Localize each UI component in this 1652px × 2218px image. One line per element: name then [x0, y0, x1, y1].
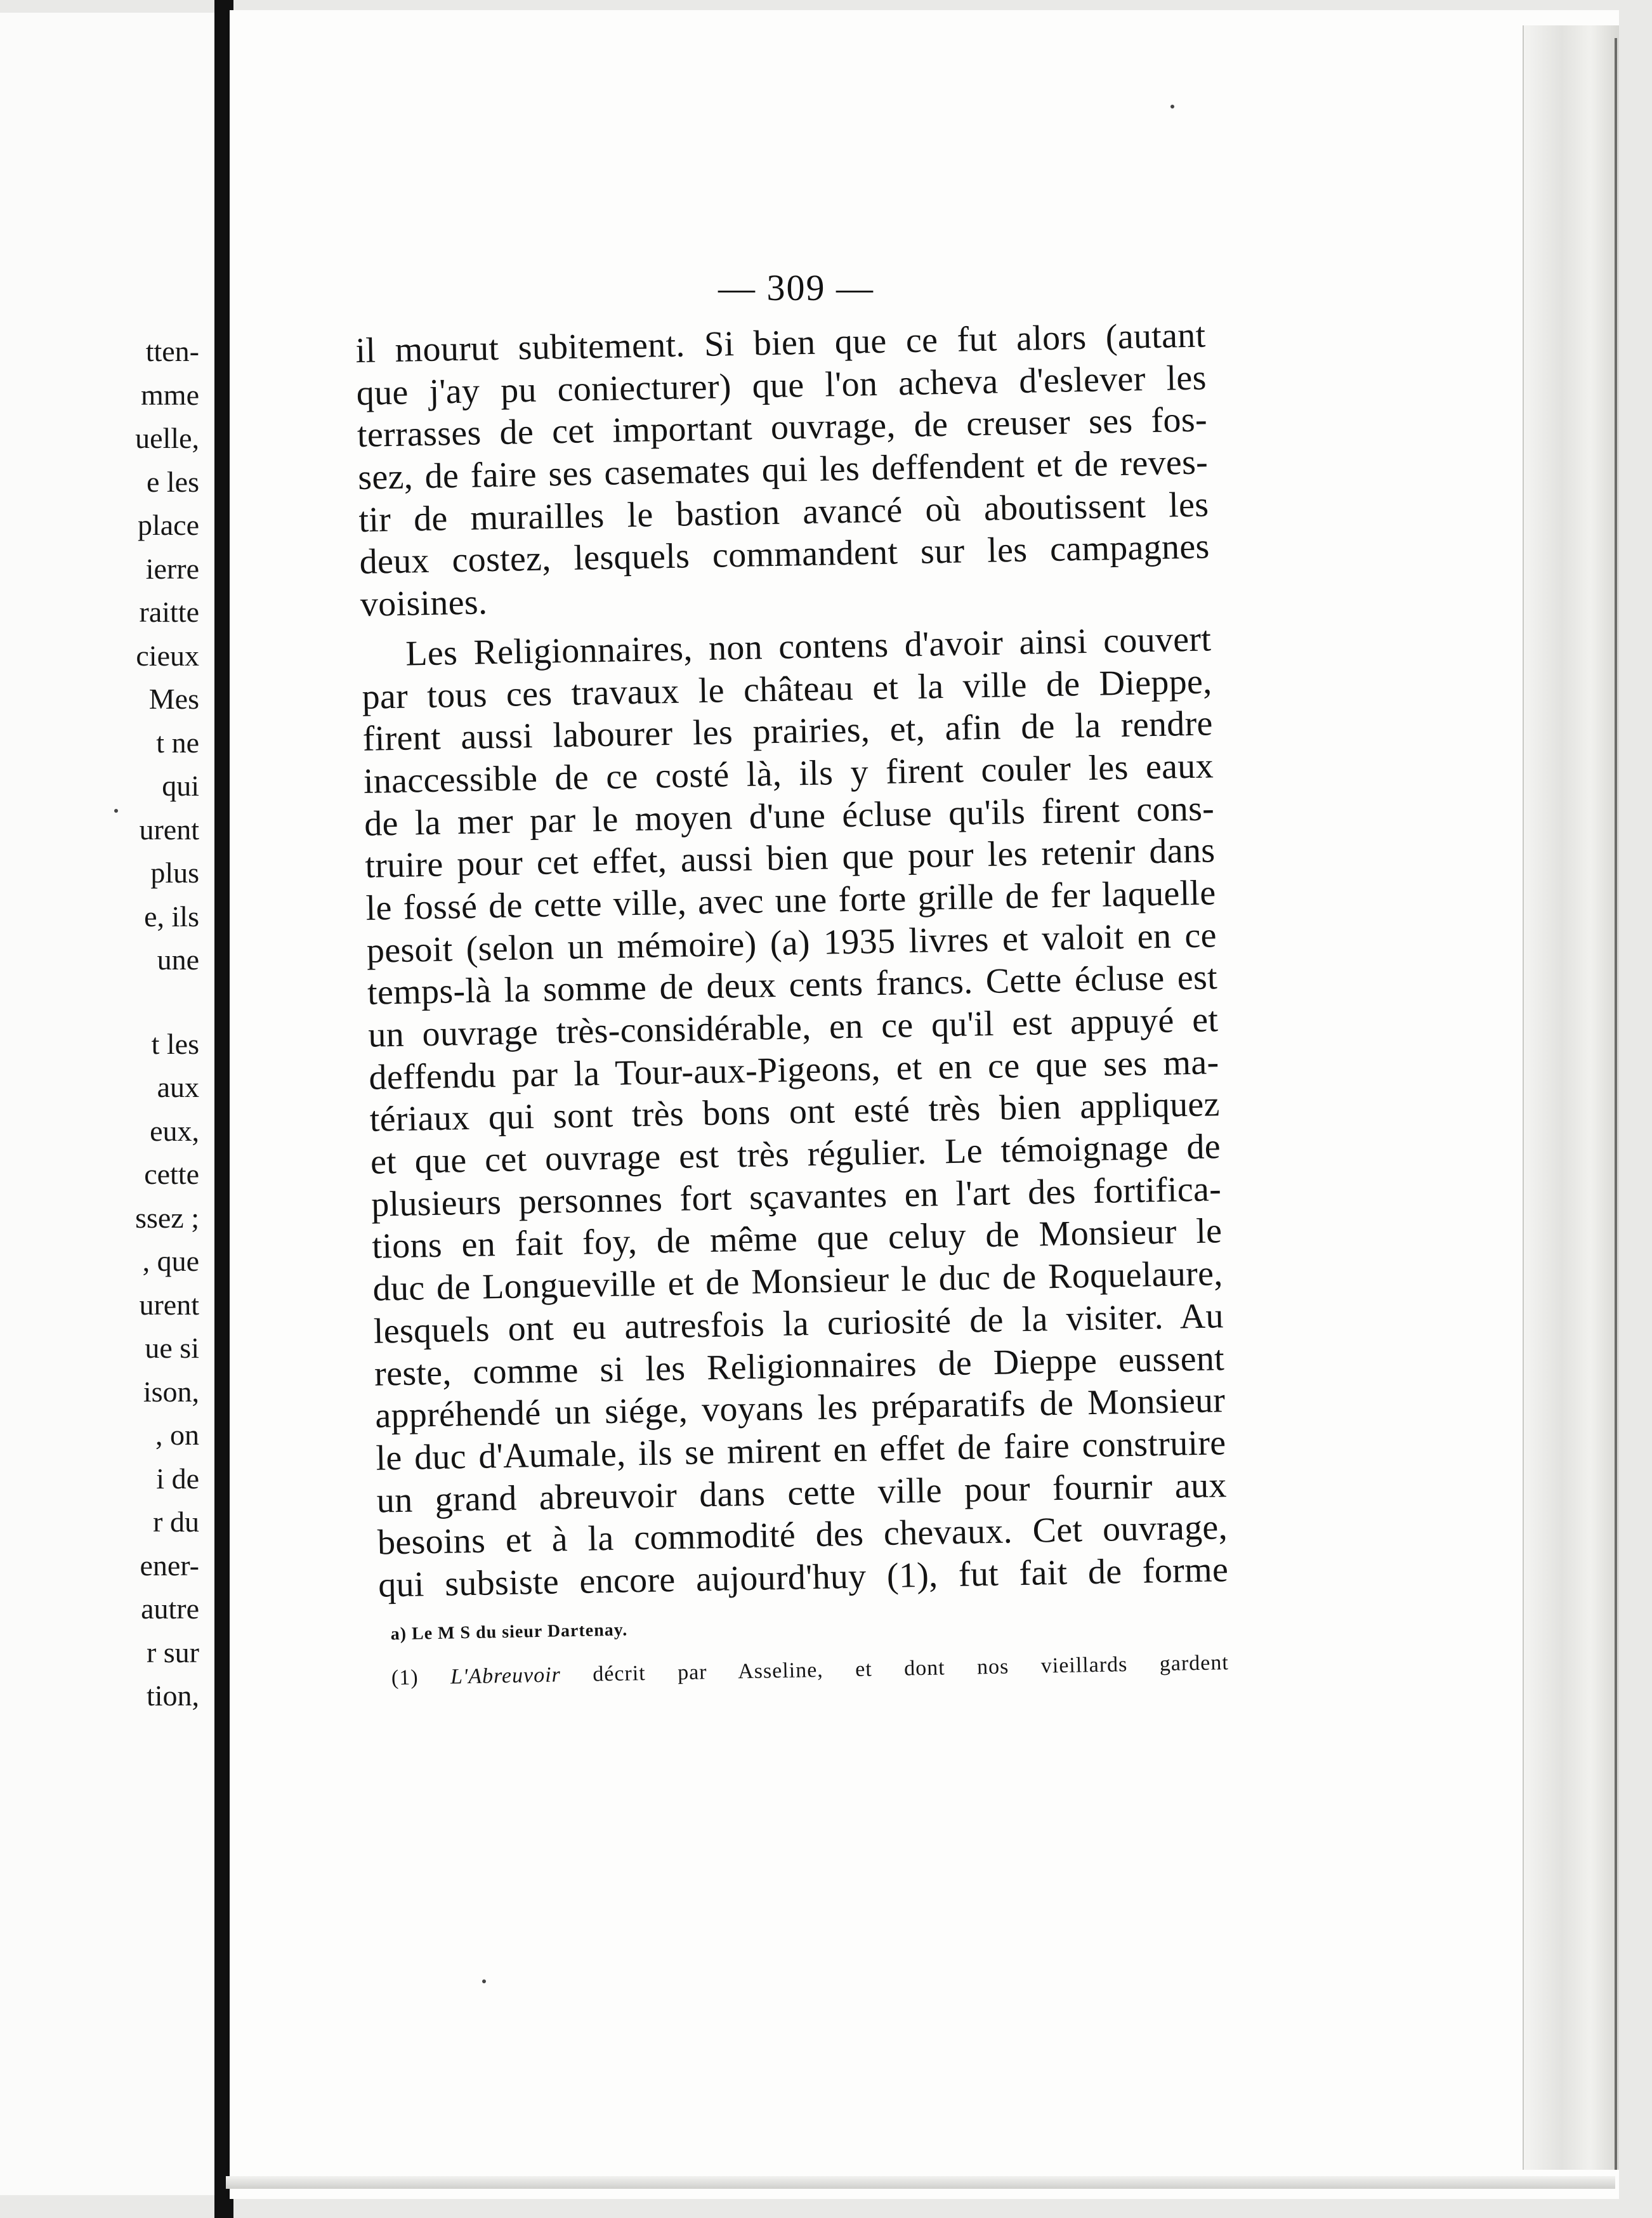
left-page-fragment: e, ils	[144, 900, 199, 933]
text-line: pesoit (selon un mémoire) (a) 1935 livres et valoit en ce	[366, 915, 1217, 971]
footnote-a: a) Le M S du sieur Dartenay.	[390, 1620, 628, 1644]
text-line: terrasses de cet important ouvrage, de creuser ses fos-	[357, 400, 1208, 456]
left-page-fragment: ierre	[145, 552, 199, 585]
text-line: temps-là la somme de deux cents francs. Cette écluse est	[367, 957, 1218, 1013]
text-line: truire pour cet effet, aussi bien que pour les retenir dans	[364, 830, 1216, 886]
text-line: par tous ces travaux le château et la ville de Dieppe,	[362, 661, 1212, 717]
footnote-1-title: L'Abreuvoir	[450, 1663, 561, 1689]
paper-speck	[1170, 105, 1174, 108]
left-page-fragment: t ne	[156, 726, 199, 759]
left-page-fragment: urent	[139, 813, 199, 846]
left-page-fragment: ssez ;	[135, 1201, 199, 1234]
text-line: appréhendé un siége, voyans les préparatifs de Monsieur	[374, 1381, 1226, 1436]
text-line: un grand abreuvoir dans cette ville pour fournir aux	[376, 1465, 1228, 1521]
left-page-fragment: ener-	[140, 1549, 199, 1582]
left-page-fragment: ison,	[143, 1375, 199, 1408]
text-line: voisines.	[360, 582, 488, 625]
page-edge-line	[1615, 38, 1617, 2170]
text-line: et que cet ouvrage est très régulier. Le témoignage de	[370, 1127, 1221, 1182]
left-page-fragment: place	[137, 509, 199, 541]
left-page-fragment: Mes	[148, 683, 199, 715]
paper-speck	[114, 809, 118, 813]
text-line: deux costez, lesquels commandent sur les campagnes	[359, 527, 1210, 582]
text-line: que j'ay pu coniecturer) que l'on acheva d'eslever les	[356, 358, 1207, 413]
text-line: besoins et à la commodité des chevaux. Cet ouvrage,	[377, 1507, 1228, 1563]
text-line: qui subsiste encore aujourd'huy (1), fut fait de forme	[377, 1550, 1229, 1605]
left-page-fragment: uelle,	[135, 422, 199, 454]
text-line: tir de murailles le bastion avancé où aboutissent les	[358, 485, 1209, 540]
text-line: de la mer par le moyen d'une écluse qu'ils firent cons-	[364, 788, 1215, 844]
left-page-fragment: e les	[146, 465, 199, 498]
left-page-fragment: i de	[156, 1462, 199, 1495]
left-page-fragment: aux	[157, 1071, 199, 1103]
text-line: plusieurs personnes fort sçavantes en l'art des fortifica-	[370, 1169, 1222, 1224]
left-page-fragment: plus	[150, 856, 199, 889]
left-page-fragment: urent	[139, 1288, 199, 1321]
text-line: sez, de faire ses casemates qui les deffendent et de reves-	[357, 442, 1209, 498]
text-line: duc de Longueville et de Monsieur le duc de Roquelaure,	[372, 1254, 1224, 1309]
page-bottom-shadow	[226, 2176, 1615, 2189]
left-page-fragment: r du	[153, 1506, 199, 1538]
left-page-fragment: r sur	[146, 1636, 199, 1669]
text-line: il mourut subitement. Si bien que ce fut alors (autant	[355, 315, 1206, 371]
left-page-fragment: raitte	[139, 596, 199, 628]
left-page-fragment: ue si	[145, 1332, 199, 1364]
text-line: Les Religionnaires, non contens d'avoir ainsi couvert	[405, 619, 1212, 674]
left-page-fragment: tion,	[146, 1679, 199, 1712]
left-page-fragment: qui	[162, 770, 199, 802]
left-page-fragment: t les	[151, 1027, 199, 1060]
text-line: inaccessible de ce costé là, ils y firent couler les eaux	[363, 746, 1214, 801]
text-line: lesquels ont eu autresfois la curiosité de la visiter. Au	[373, 1296, 1224, 1351]
left-page-fragment: mme	[141, 378, 199, 411]
text-line: le duc d'Aumale, ils se mirent en effet de faire construire	[376, 1423, 1226, 1478]
left-page	[0, 13, 221, 2195]
left-page-text	[9, 330, 199, 1718]
page-edge	[1523, 25, 1619, 2170]
left-page-fragment: , on	[155, 1419, 199, 1451]
left-page-fragment: cette	[144, 1158, 199, 1190]
footnote-1-mark: (1)	[391, 1665, 419, 1690]
text-line: firent aussi labourer les prairies, et, afin de la rendre	[362, 704, 1214, 759]
left-page-fragment: tten-	[145, 335, 199, 367]
text-line: tériaux qui sont très bons ont esté très bien appliquez	[369, 1084, 1221, 1140]
left-page-fragment: une	[157, 943, 199, 976]
text-line: tions en fait foy, de même que celuy de Monsieur le	[371, 1211, 1223, 1267]
text-line: un ouvrage très-considérable, en ce qu'il est appuyé et	[367, 1000, 1219, 1055]
body-text	[355, 314, 1230, 1690]
fragment-gap	[9, 982, 199, 1023]
left-page-fragment: eux,	[150, 1114, 199, 1147]
left-page-fragment: cieux	[136, 639, 199, 672]
text-line: le fossé de cette ville, avec une forte grille de fer laquelle	[365, 873, 1217, 928]
paper-speck	[482, 1979, 486, 1983]
left-page-fragment: autre	[141, 1592, 199, 1625]
text-line: reste, comme si les Religionnaires de Dieppe eussent	[374, 1338, 1225, 1394]
text-line: deffendu par la Tour-aux-Pigeons, et en ce que ses ma-	[369, 1042, 1219, 1098]
page-number: — 309 —	[718, 267, 874, 308]
footnote-1-text: décrit par Asseline, et dont nos vieillards gardent	[592, 1650, 1229, 1686]
left-page-fragment: , que	[142, 1245, 199, 1277]
